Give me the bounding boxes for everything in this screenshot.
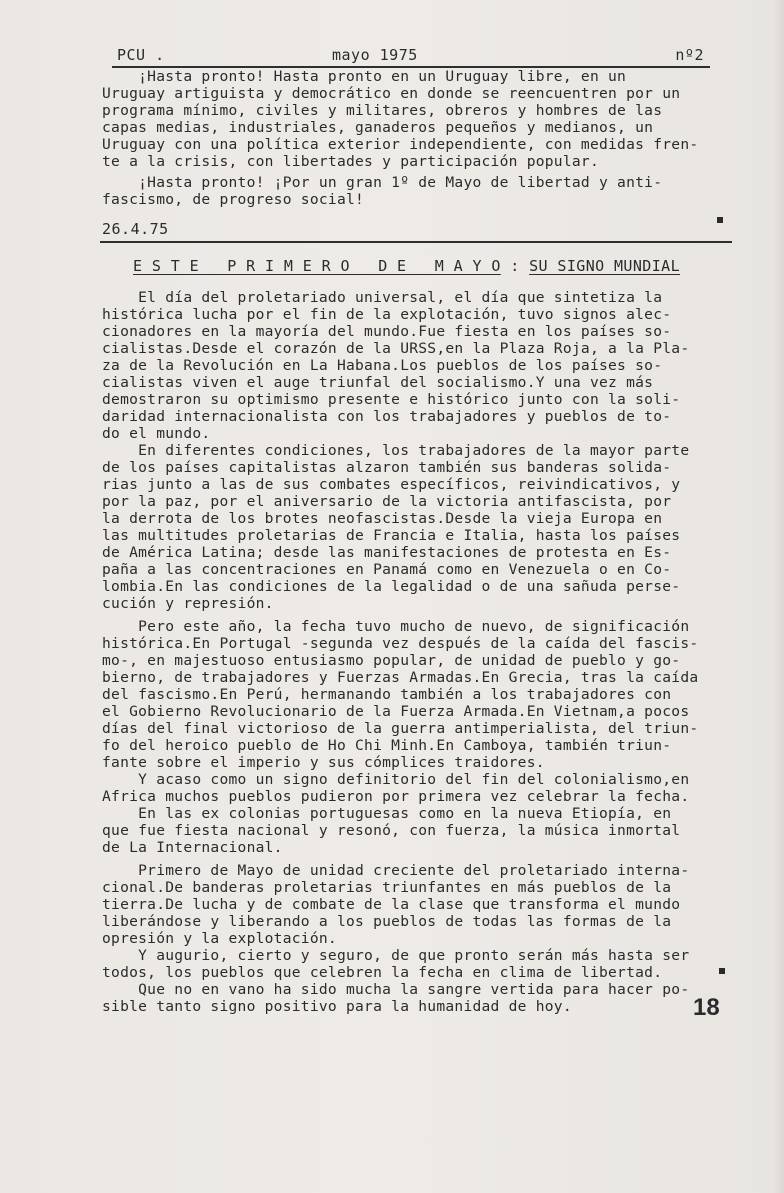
body-line: za de la Revolución en La Habana.Los pueblos de los países so- xyxy=(102,357,663,374)
article-heading xyxy=(133,257,680,275)
intro-line: te a la crisis, con libertades y participación popular. xyxy=(102,153,599,170)
end-mark xyxy=(719,968,725,974)
body-line: días del final victorioso de la guerra antimperialista, del triun- xyxy=(102,720,699,737)
header-organization: PCU . xyxy=(117,46,165,64)
body-line: que fue fiesta nacional y resonó, con fuerza, la música inmortal xyxy=(102,822,681,839)
body-line: En las ex colonias portuguesas como en la nueva Etiopía, en xyxy=(102,805,672,822)
body-line: fo del heroico pueblo de Ho Chi Minh.En Camboya, también triun- xyxy=(102,737,672,754)
page-number: 18 xyxy=(693,994,720,1021)
body-line: por la paz, por el aniversario de la victoria antifascista, por xyxy=(102,493,672,510)
body-line: Y acaso como un signo definitorio del fin del colonialismo,en xyxy=(102,771,690,788)
closing-line: ¡Hasta pronto! ¡Por un gran 1º de Mayo de libertad y anti- xyxy=(102,174,663,191)
body-line: Primero de Mayo de unidad creciente del proletariado interna- xyxy=(102,862,690,879)
body-line: En diferentes condiciones, los trabajadores de la mayor parte xyxy=(102,442,690,459)
body-line: paña a las concentraciones en Panamá como en Venezuela o en Co- xyxy=(102,561,672,578)
closing-line: fascismo, de progreso social! xyxy=(102,191,365,208)
body-line: rias junto a las de sus combates específicos, reivindicativos, y xyxy=(102,476,681,493)
body-line: de los países capitalistas alzaron también sus banderas solida- xyxy=(102,459,672,476)
body-line: del fascismo.En Perú, hermanando también a los trabajadores con xyxy=(102,686,672,703)
body-line: cionadores en la mayoría del mundo.Fue fiesta en los países so- xyxy=(102,323,672,340)
heading-title: E S T E _ P R I M E R O _ D E _ M A Y O xyxy=(133,257,501,275)
body-line: fante sobre el imperio y sus cómplices traidores. xyxy=(102,754,545,771)
body-line: cución y represión. xyxy=(102,595,274,612)
intro-line: ¡Hasta pronto! Hasta pronto en un Uruguay libre, en un xyxy=(102,68,627,85)
document-date: 26.4.75 xyxy=(102,220,169,238)
heading-subtitle: SU SIGNO MUNDIAL xyxy=(529,257,681,275)
page-header xyxy=(117,46,704,66)
header-date: mayo 1975 xyxy=(332,46,418,64)
body-line: Africa muchos pueblos pudieron por primera vez celebrar la fecha. xyxy=(102,788,690,805)
body-line: la derrota de los brotes neofascistas.Desde la vieja Europa en xyxy=(102,510,663,527)
header-issue-number: nº2 xyxy=(675,46,704,64)
intro-line: Uruguay con una política exterior independiente, con medidas fren- xyxy=(102,136,699,153)
body-line: cialistas.Desde el corazón de la URSS,en la Plaza Roja, a la Pla- xyxy=(102,340,690,357)
body-line: Y augurio, cierto y seguro, de que pronto serán más hasta ser xyxy=(102,947,690,964)
body-line: tierra.De lucha y de combate de la clase que transforma el mundo xyxy=(102,896,681,913)
body-line: de La Internacional. xyxy=(102,839,283,856)
body-line: daridad internacionalista con los trabajadores y pueblos de to- xyxy=(102,408,672,425)
body-line: histórica lucha por el fin de la explotación, tuvo signos alec- xyxy=(102,306,672,323)
body-line: opresión y la explotación. xyxy=(102,930,337,947)
body-line: liberándose y liberando a los pueblos de todas las formas de la xyxy=(102,913,672,930)
body-line: cialistas viven el auge triunfal del socialismo.Y una vez más xyxy=(102,374,654,391)
section-rule xyxy=(100,241,732,243)
end-mark xyxy=(717,217,723,223)
intro-line: capas medias, industriales, ganaderos pequeños y medianos, un xyxy=(102,119,654,136)
body-line: las multitudes proletarias de Francia e Italia, hasta los países xyxy=(102,527,681,544)
body-line: todos, los pueblos que celebren la fecha en clima de libertad. xyxy=(102,964,663,981)
body-line: histórica.En Portugal -segunda vez después de la caída del fascis- xyxy=(102,635,699,652)
body-line: bierno, de trabajadores y Fuerzas Armadas.En Grecia, tras la caída xyxy=(102,669,699,686)
body-line: de América Latina; desde las manifestaciones de protesta en Es- xyxy=(102,544,672,561)
body-line: Pero este año, la fecha tuvo mucho de nuevo, de significación xyxy=(102,618,690,635)
body-line: el Gobierno Revolucionario de la Fuerza Armada.En Vietnam,a pocos xyxy=(102,703,690,720)
body-line: cional.De banderas proletarias triunfantes en más pueblos de la xyxy=(102,879,672,896)
body-line: lombia.En las condiciones de la legalidad o de una sañuda perse- xyxy=(102,578,681,595)
heading-colon: : xyxy=(500,257,530,275)
body-line: El día del proletariado universal, el día que sintetiza la xyxy=(102,289,663,306)
body-line: Que no en vano ha sido mucha la sangre vertida para hacer po- xyxy=(102,981,690,998)
intro-line: Uruguay artiguista y democrático en donde se reencuentren por un xyxy=(102,85,681,102)
body-line: demostraron su optimismo presente e histórico junto con la soli- xyxy=(102,391,681,408)
body-line: sible tanto signo positivo para la humanidad de hoy. xyxy=(102,998,572,1015)
body-line: do el mundo. xyxy=(102,425,211,442)
intro-line: programa mínimo, civiles y militares, obreros y hombres de las xyxy=(102,102,663,119)
body-line: mo-, en majestuoso entusiasmo popular, de unidad de pueblo y go- xyxy=(102,652,681,669)
